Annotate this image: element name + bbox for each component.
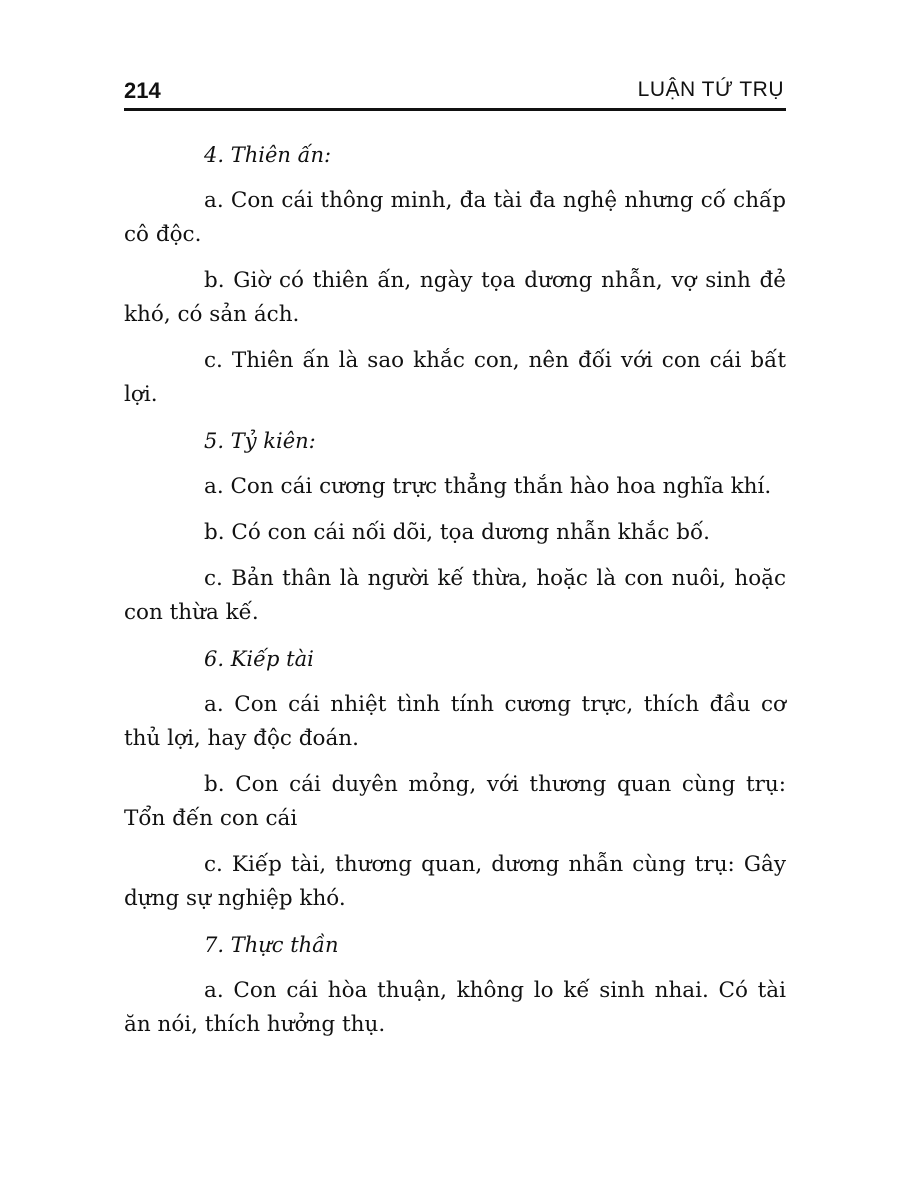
paragraph: b. Có con cái nối dõi, tọa dương nhẫn khắc bố. xyxy=(204,520,710,545)
paragraph: a. Con cái hòa thuận, không lo kế sinh nhai. Có tài ăn nói, thích hưởng thụ. xyxy=(124,978,786,1037)
paragraph: a. Con cái nhiệt tình tính cương trực, thích đầu cơ thủ lợi, hay độc đoán. xyxy=(124,692,786,751)
paragraph: c. Kiếp tài, thương quan, dương nhẫn cùng trụ: Gây dựng sự nghiệp khó. xyxy=(124,852,786,911)
page-body xyxy=(124,138,786,1054)
page-header xyxy=(124,78,784,108)
section-heading-kiep-tai: 6. Kiếp tài xyxy=(204,647,314,671)
paragraph: a. Con cái thông minh, đa tài đa nghệ nhưng cố chấp cô độc. xyxy=(124,188,786,247)
section-heading-ty-kien: 5. Tỷ kiên: xyxy=(204,429,316,453)
paragraph: b. Con cái duyên mỏng, với thương quan cùng trụ: Tổn đến con cái xyxy=(124,772,786,831)
paragraph: c. Bản thân là người kế thừa, hoặc là con nuôi, hoặc con thừa kế. xyxy=(124,566,786,625)
section-heading-thien-an: 4. Thiên ấn: xyxy=(204,143,332,167)
header-rule xyxy=(124,108,786,111)
page-number: 214 xyxy=(124,78,161,103)
paragraph: a. Con cái cương trực thẳng thắn hào hoa nghĩa khí. xyxy=(204,474,772,499)
paragraph: c. Thiên ấn là sao khắc con, nên đối với con cái bất lợi. xyxy=(124,348,786,407)
section-heading-thuc-than: 7. Thực thần xyxy=(204,933,339,957)
paragraph: b. Giờ có thiên ấn, ngày tọa dương nhẫn, vợ sinh đẻ khó, có sản ách. xyxy=(124,268,786,327)
running-title: LUẬN TỨ TRỤ xyxy=(637,78,784,101)
